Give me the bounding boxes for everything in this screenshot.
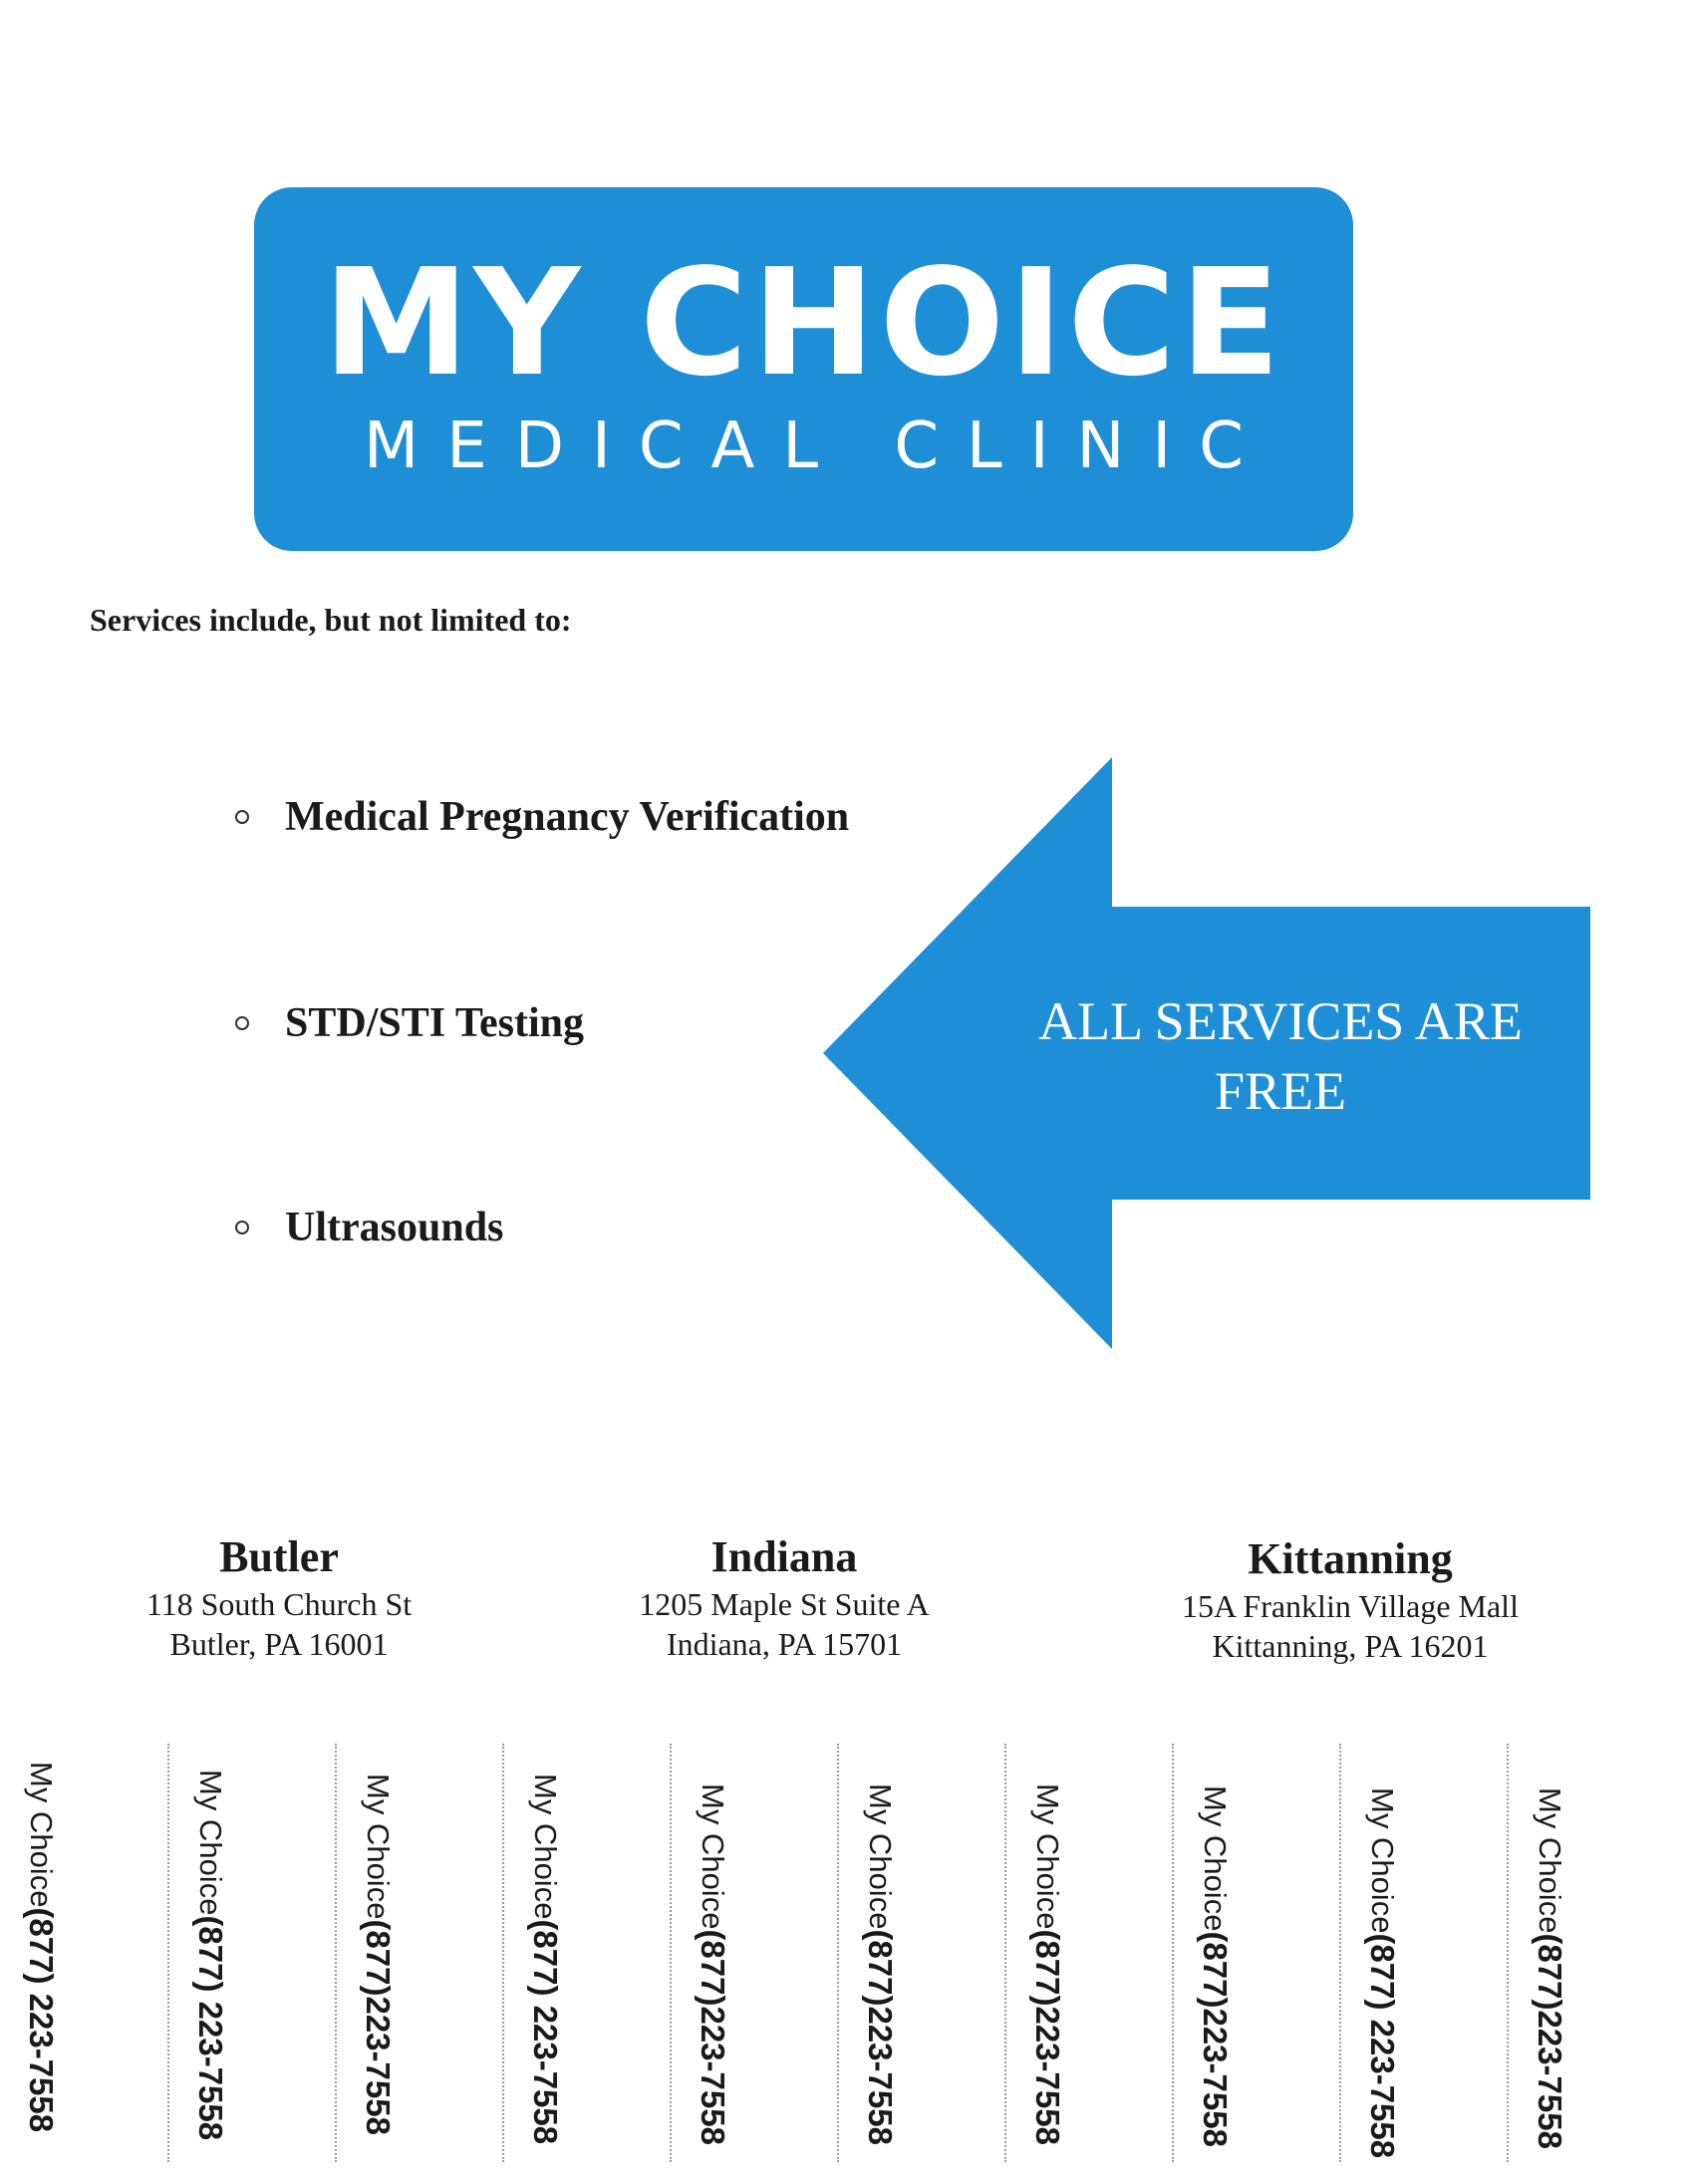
tab-text [191,1770,229,2140]
tear-off-tab[interactable] [1004,1744,1173,2162]
tab-text [1196,1785,1234,2147]
tab-phone: (877)223-7558 [1029,1929,1066,2145]
tab-text [1363,1787,1401,2158]
location-indiana [575,1530,993,1664]
location-butler [70,1530,488,1664]
tab-name: My Choice [696,1783,730,1930]
bullet-icon [235,810,249,824]
tear-off-tab[interactable] [1507,1744,1675,2162]
tab-text [526,1774,564,2144]
service-label: Medical Pregnancy Verification [285,794,850,840]
tab-text [1028,1783,1066,2145]
tab-name: My Choice [1533,1787,1567,1934]
tab-name: My Choice [1198,1785,1233,1932]
service-item [235,999,584,1047]
location-city: Kittanning [1248,1534,1453,1583]
tab-text [1531,1787,1568,2149]
callout-line-1: ALL SERVICES ARE [1038,991,1523,1051]
tab-text [694,1783,731,2145]
tear-off-tab[interactable] [1172,1744,1340,2162]
callout-line-2: FREE [1214,1061,1347,1121]
tab-text [861,1783,899,2145]
services-intro: Services include, but not limited to: [90,602,572,638]
tab-name: My Choice [361,1774,396,1920]
location-citystate: Butler, PA 16001 [169,1626,389,1662]
tab-name: My Choice [863,1783,898,1930]
tab-name: My Choice [1030,1783,1065,1930]
service-label: STD/STI Testing [285,1000,584,1046]
tab-name: My Choice [24,1762,59,1908]
tab-phone: (877) 223-7558 [527,1919,564,2145]
tab-phone: (877)223-7558 [360,1919,397,2135]
location-kittanning [1141,1532,1559,1666]
tab-text [359,1774,397,2135]
location-city: Butler [219,1532,339,1581]
tab-phone: (877) 223-7558 [1364,1933,1401,2159]
location-street: 1205 Maple St Suite A [639,1586,930,1622]
bullet-icon [235,1221,249,1234]
tear-off-tab[interactable] [1339,1744,1508,2162]
tab-phone: (877)223-7558 [1197,1931,1234,2147]
tear-off-tab[interactable] [502,1744,671,2162]
free-services-callout [996,986,1564,1126]
location-street: 118 South Church St [145,1586,413,1622]
tab-name: My Choice [528,1774,563,1920]
tear-off-tab[interactable] [167,1744,336,2162]
tab-name: My Choice [1365,1787,1400,1934]
clinic-logo [254,187,1353,551]
tab-phone: (877)223-7558 [1532,1933,1568,2149]
tear-off-tab[interactable] [837,1744,1005,2162]
location-street: 15A Franklin Village Mall [1182,1588,1519,1624]
tab-phone: (877)223-7558 [862,1929,899,2145]
tab-phone: (877)223-7558 [695,1929,731,2145]
tab-phone: (877) 223-7558 [23,1907,60,2133]
service-label: Ultrasounds [285,1205,504,1250]
service-item [235,1204,503,1251]
location-citystate: Indiana, PA 15701 [666,1626,903,1662]
tear-off-tab[interactable] [335,1744,503,2162]
tab-name: My Choice [193,1770,228,1916]
tear-off-tab[interactable] [0,1744,166,2162]
tear-off-tab[interactable] [670,1744,838,2162]
tear-off-tabs [0,1744,1687,2162]
logo-title: MY CHOICE [322,237,1285,409]
location-city: Indiana [710,1532,858,1581]
location-citystate: Kittanning, PA 16201 [1212,1628,1489,1664]
bullet-icon [235,1016,249,1030]
logo-subtitle: MEDICAL CLINIC [364,410,1271,483]
service-item [235,793,849,841]
tab-phone: (877) 223-7558 [192,1915,229,2141]
tab-text [22,1762,60,2132]
